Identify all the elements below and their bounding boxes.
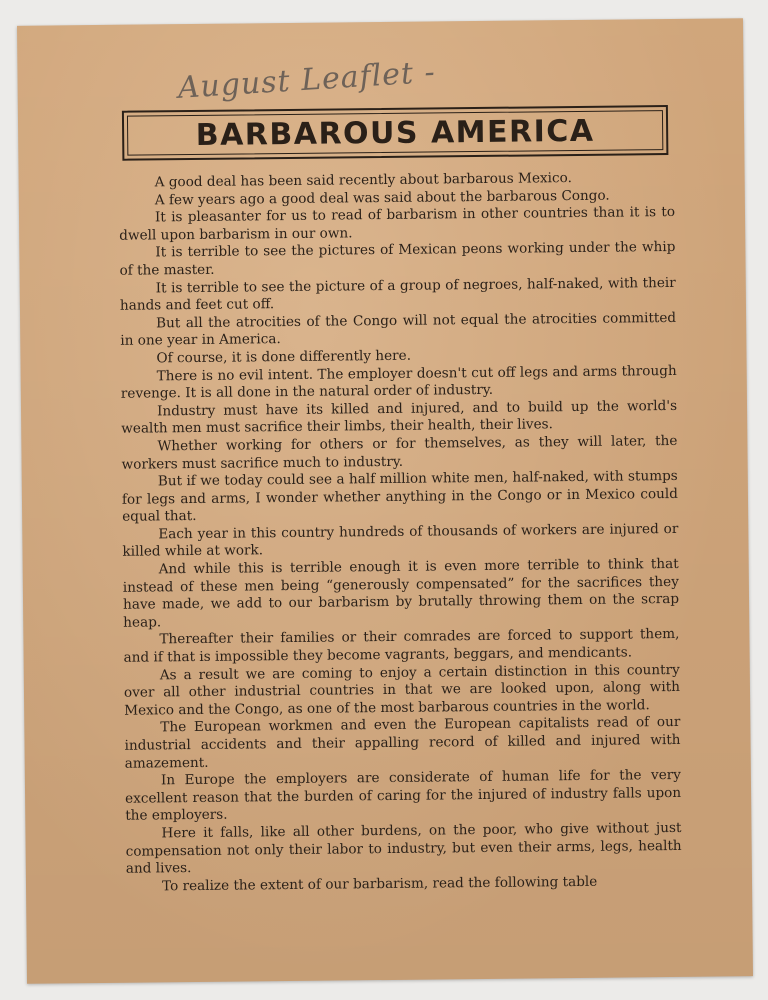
paragraph: A few years ago a good deal was said about the barbarous Congo. [154, 187, 610, 208]
paragraph: But all the atrocities of the Congo will not equal the atrocities committed in one year in America. [120, 309, 677, 350]
paragraph: As a result we are coming to enjoy a certain distinction in this country over all other industrial countries in that we are looked upon, along with Mexico and the Congo, as one of the most barbarous countries in the world. [123, 661, 681, 719]
paragraph: Of course, it is done differently here. [156, 347, 412, 367]
paragraph: Whether working for others or for themselves, as they will later, the workers must sacrifice much to industry. [121, 432, 678, 473]
paragraph: Here it falls, like all other burdens, on the poor, who give without just compensation not only their labor to industry, but even their arms, legs, health and lives. [125, 819, 682, 877]
paragraph: There is no evil intent. The employer doesn't cut off legs and arms through revenge. It is all done in the natural order of industry. [120, 362, 677, 402]
body-text [119, 169, 683, 896]
paragraph: To realize the extent of our barbarism, read the following table [161, 873, 598, 895]
handwritten-note: August Leaflet - [176, 54, 437, 106]
paragraph: But if we today could see a half million white men, half-naked, with stumps for legs and arms, I wonder whether anything in the Congo or in Mexico could equal that. [121, 468, 679, 526]
paragraph: A good deal has been said recently about barbarous Mexico. [154, 170, 572, 191]
paragraph: Industry must have its killed and injured, and to build up the world's wealth men must sacrifice their limbs, their health, their lives. [121, 397, 678, 438]
paragraph: Thereafter their families or their comrades are forced to support them, and if that is impossible they become vagrants, beggars, and mendicants. [123, 626, 680, 666]
paragraph: It is terrible to see the picture of a group of negroes, half-naked, with their hands and feet cut off. [119, 274, 676, 314]
paragraph: Each year in this country hundreds of thousands of workers are injured or killed while at work. [122, 520, 679, 561]
paragraph: It is pleasanter for us to read of barbarism in other countries than it is to dwell upon barbarism in our own. [119, 204, 676, 244]
paragraph: The European workmen and even the European capitalists read of our industrial accidents and their appalling record of killed and injured with amazement. [124, 714, 681, 772]
page-title: BARBAROUS AMERICA [195, 113, 595, 153]
paragraph: It is terrible to see the pictures of Mexican peons working under the whip of the master. [119, 239, 676, 279]
title-box [122, 105, 668, 161]
paragraph: In Europe the employers are considerate of human life for the very excellent reason that the burden of caring for the injured of industry falls upon the employers. [125, 767, 682, 825]
paragraph: And while this is terrible enough it is even more terrible to think that instead of these men being “generously compensated” for the sacrifices they have made, we add to our barbarism by brutally throwing them on the scrap heap. [122, 555, 680, 631]
leaflet-page [17, 18, 753, 984]
